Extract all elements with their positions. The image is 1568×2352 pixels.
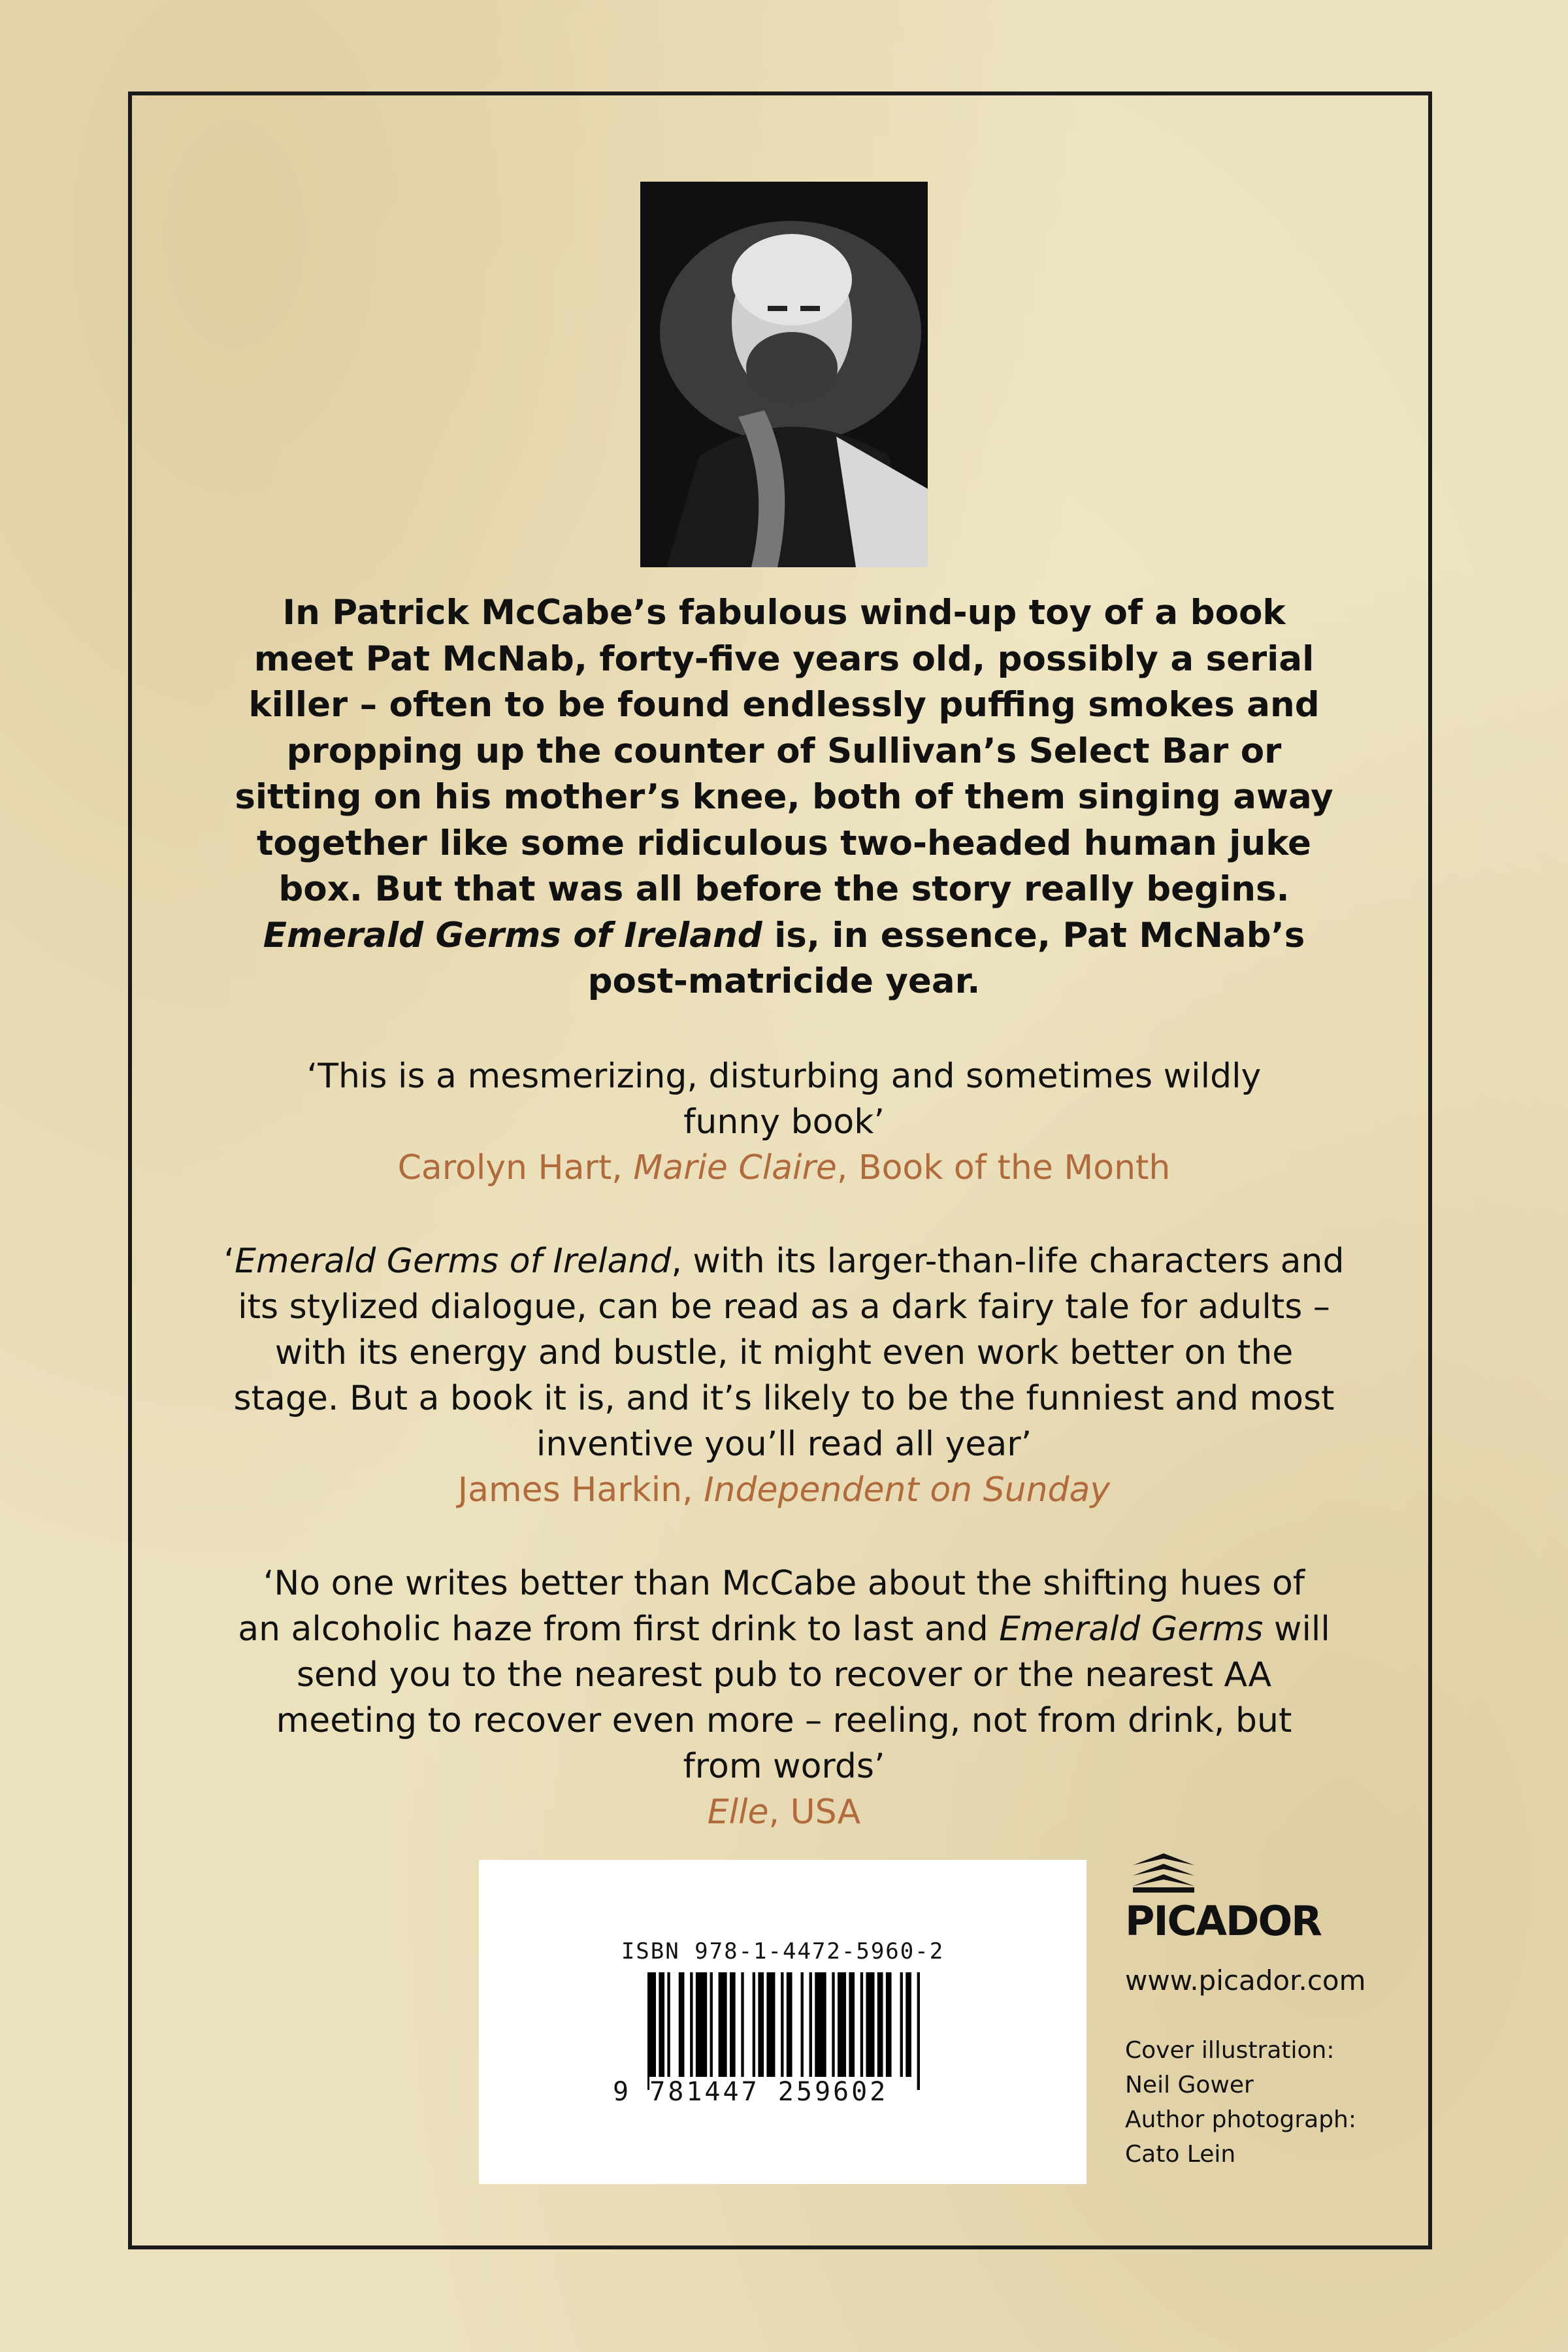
barcode-bar <box>900 1972 903 2077</box>
barcode-bars <box>647 1972 928 2090</box>
quote-line: stage. But a book it is, and it’s likely to be the funniest and most <box>233 1379 1335 1418</box>
barcode-bar <box>667 1972 670 2077</box>
publication-name: Elle <box>707 1793 769 1832</box>
picador-logo-icon <box>1128 1851 1200 1897</box>
barcode-bar <box>710 1972 713 2077</box>
attribution-detail: , USA <box>768 1793 861 1832</box>
blurb-line: is, in essence, Pat McNab’s <box>762 915 1305 955</box>
quote-line: will <box>1263 1610 1330 1649</box>
review-quote-marie-claire <box>163 1053 1405 1191</box>
barcode-bar <box>849 1972 855 2077</box>
barcode-bar <box>809 1972 812 2077</box>
publication-name: Marie Claire <box>633 1148 837 1187</box>
credit-label: Author photograph: <box>1125 2106 1356 2133</box>
ean-digits <box>613 2077 953 2107</box>
ean-left-group: 781447 <box>649 2077 760 2107</box>
credit-label: Cover illustration: <box>1125 2037 1335 2064</box>
barcode-bar <box>860 1972 863 2077</box>
barcode-bar <box>730 1972 736 2077</box>
ean-first-digit: 9 <box>613 2077 632 2107</box>
blurb-line: meet Pat McNab, forty-five years old, possibly a serial <box>253 638 1315 679</box>
book-description <box>176 590 1392 1005</box>
quote-line: from words’ <box>683 1747 885 1786</box>
barcode-bar <box>838 1972 846 2077</box>
isbn-label: ISBN 978-1-4472-5960-2 <box>621 1938 945 1964</box>
barcode-bar <box>787 1972 792 2090</box>
publication-name: Independent on Sunday <box>704 1470 1111 1510</box>
ean-right-group: 259602 <box>777 2077 889 2107</box>
book-title-italic: Emerald Germs of Ireland <box>263 915 762 955</box>
publisher-info <box>1125 1851 1399 2172</box>
blurb-line: post-matricide year. <box>587 961 981 1001</box>
quote-line: its stylized dialogue, can be read as a dark fairy tale for adults – <box>238 1287 1330 1327</box>
barcode-panel <box>479 1860 1086 2184</box>
quote-line: inventive you’ll read all year’ <box>536 1425 1032 1464</box>
barcode-bar <box>815 1972 826 2077</box>
quote-attribution <box>458 1470 1110 1510</box>
blurb-line: propping up the counter of Sullivan’s Select Bar or <box>286 731 1282 771</box>
barcode-bar <box>758 1972 764 2077</box>
barcode-bar <box>690 1972 693 2077</box>
quote-line: , with its larger-than-life characters and <box>671 1242 1345 1281</box>
quote-line: an alcoholic haze from first drink to last and <box>238 1610 1000 1649</box>
barcode-bar <box>753 1972 755 2077</box>
credit-name: Neil Gower <box>1125 2072 1254 2098</box>
quote-line: meeting to recover even more – reeling, not from drink, but <box>276 1701 1292 1740</box>
barcode-bar <box>801 1972 804 2077</box>
barcode-bar <box>832 1972 834 2077</box>
reviewer-name: James Harkin, <box>457 1470 704 1510</box>
reviewer-name: Carolyn Hart, <box>397 1148 634 1187</box>
quote-line: send you to the nearest pub to recover or the nearest AA <box>296 1655 1272 1695</box>
quote-open-mark: ‘ <box>223 1242 235 1281</box>
book-title-italic: Emerald Germs <box>999 1610 1264 1649</box>
barcode-bar <box>741 1972 743 2077</box>
blurb-line: sitting on his mother’s knee, both of them singing away <box>235 777 1333 817</box>
book-title-italic: Emerald Germs of Ireland <box>235 1242 672 1281</box>
barcode-bar <box>647 1972 656 2090</box>
author-photo <box>640 182 928 567</box>
blurb-line: box. But that was all before the story really begins. <box>278 869 1290 909</box>
attribution-detail: , Book of the Month <box>836 1148 1171 1187</box>
quote-attribution <box>708 1793 860 1832</box>
quote-line: ‘This is a mesmerizing, disturbing and sometimes wildly <box>306 1057 1262 1096</box>
barcode-bar <box>696 1972 707 2077</box>
review-quote-independent <box>163 1238 1405 1513</box>
publisher-url[interactable]: www.picador.com <box>1125 1964 1366 1996</box>
blurb-line: together like some ridiculous two-headed human juke <box>257 823 1311 863</box>
quote-line: funny book’ <box>683 1102 885 1142</box>
review-quote-elle <box>163 1561 1405 1835</box>
barcode-bar <box>866 1972 874 2077</box>
publisher-name: PICADOR <box>1125 1897 1321 1945</box>
barcode-bar <box>781 1972 783 2077</box>
blurb-line: killer – often to be found endlessly puffing smokes and <box>248 685 1320 725</box>
quote-attribution <box>398 1148 1171 1187</box>
barcode-bar <box>679 1972 685 2077</box>
image-credits <box>1125 2033 1399 2172</box>
quote-line: ‘No one writes better than McCabe about the shifting hues of <box>263 1564 1305 1603</box>
quote-line: with its energy and bustle, it might even work better on the <box>274 1333 1294 1372</box>
barcode-bar <box>719 1972 727 2077</box>
barcode-bar <box>886 1972 892 2077</box>
credit-name: Cato Lein <box>1125 2141 1236 2168</box>
barcode-bar <box>917 1972 920 2090</box>
barcode-bar <box>877 1972 883 2077</box>
barcode-bar <box>906 1972 911 2077</box>
blurb-line: In Patrick McCabe’s fabulous wind-up toy of a book <box>282 593 1286 633</box>
barcode-bar <box>766 1972 775 2077</box>
barcode-bar <box>659 1972 664 2090</box>
